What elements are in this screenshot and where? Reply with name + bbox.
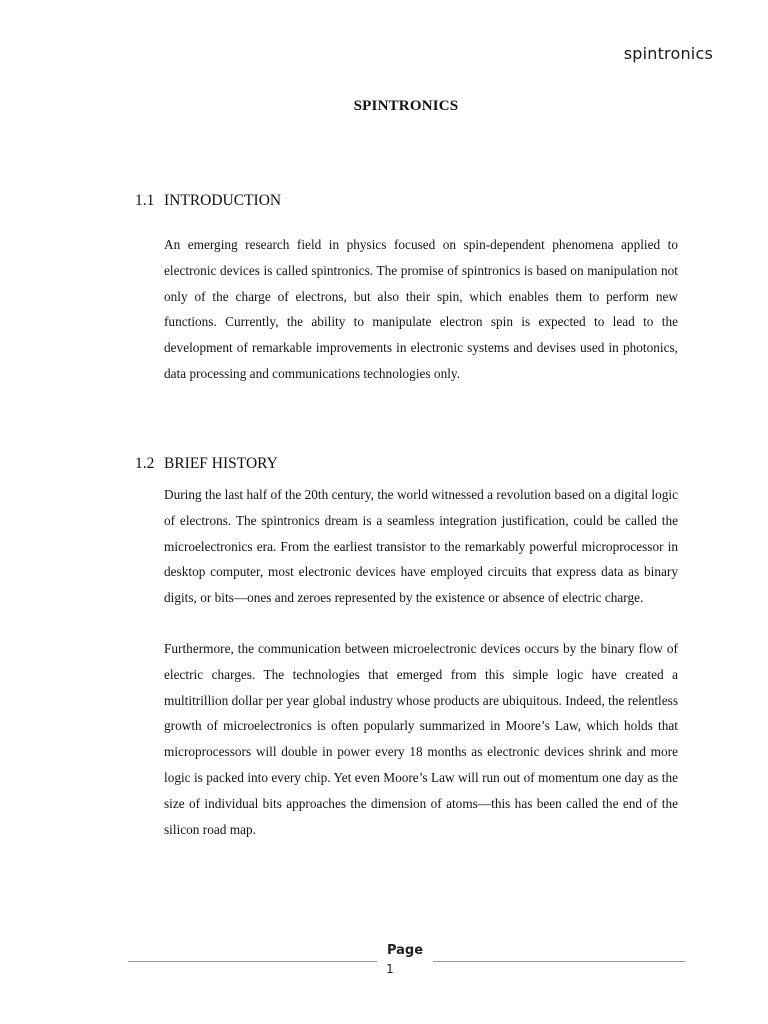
footer-rule-left (128, 961, 377, 962)
page-footer (128, 942, 685, 982)
section-title: BRIEF HISTORY (164, 455, 278, 472)
document-title: SPINTRONICS (353, 98, 459, 114)
history-paragraph-1: During the last half of the 20th century, the world witnessed a revolution based on a digital logic of electrons. The spintronics dream is a seamless integration justification, could be called the microelectronics era. From the earliest transistor to the remarkably powerful microprocessor in desktop computer, most electronic devices have employed circuits that express data as binary digits, or bits—ones and zeroes represented by the existence or absence of electric charge. (164, 487, 678, 606)
footer-rule-right (433, 961, 685, 962)
section-title: INTRODUCTION (164, 192, 282, 209)
section-heading-introduction (135, 192, 281, 210)
history-paragraph-2: Furthermore, the communication between microelectronic devices occurs by the binary flow of electric charges. The technologies that emerged from this simple logic have created a multitrillion dollar per year global industry whose products are ubiquitous. Indeed, the relentless growth of microelectronics is often popularly summarized in Moore’s Law, which holds that microprocessors will double in power every 18 months as electronic devices shrink and more logic is packed into every chip. Yet even Moore’s Law will run out of momentum one day as the size of individual bits approaches the dimension of atoms—this has been called the end of the silicon road map. (164, 641, 678, 837)
footer-page-label: Page (386, 943, 424, 958)
introduction-paragraph: An emerging research field in physics focused on spin-dependent phenomena applied to electronic devices is called spintronics. The promise of spintronics is based on manipulation not only of the charge of electrons, but also their spin, which enables them to perform new functions. Currently, the ability to manipulate electron spin is expected to lead to the development of remarkable improvements in electronic systems and devises used in photonics, data processing and communications technologies only. (164, 237, 678, 381)
section-heading-brief-history (135, 455, 278, 473)
section-number: 1.2 (135, 455, 155, 472)
section-number: 1.1 (135, 192, 155, 209)
footer-page-number: 1 (386, 962, 394, 976)
running-header: spintronics (623, 44, 713, 63)
